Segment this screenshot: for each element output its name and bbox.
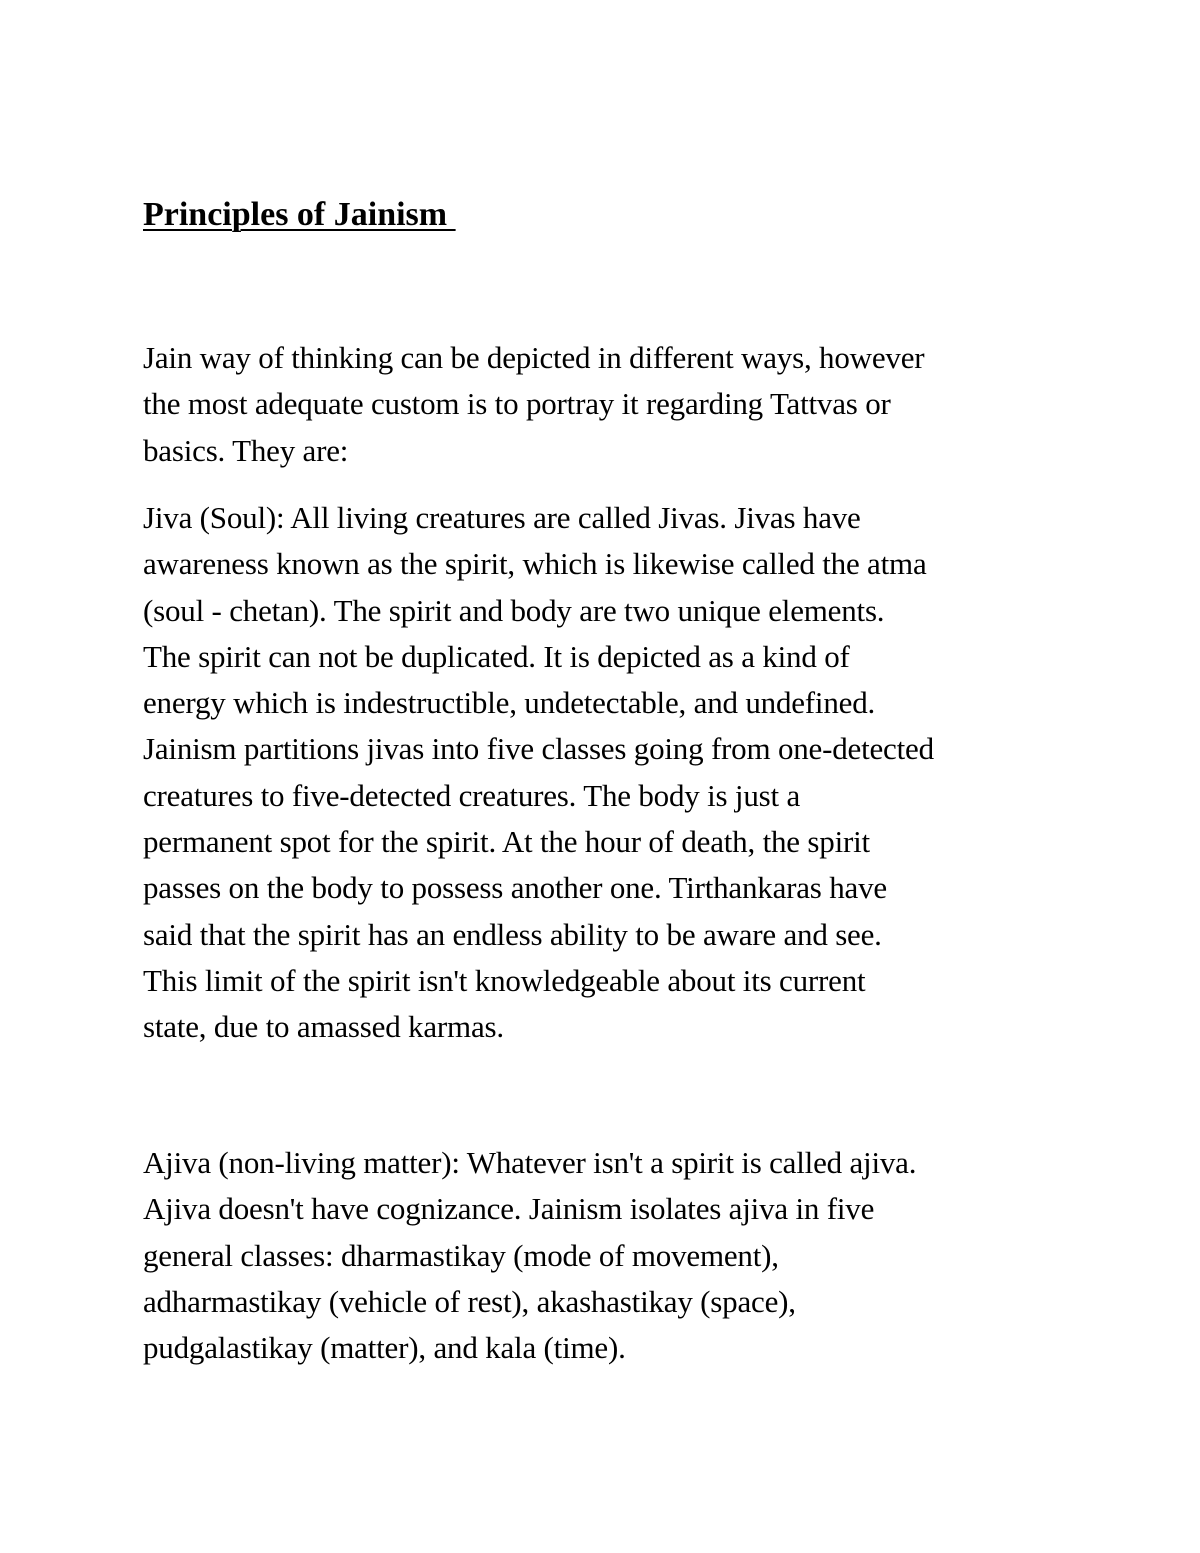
jiva-line: The spirit can not be duplicated. It is depicted as a kind of <box>143 638 850 674</box>
jiva-line: (soul - chetan). The spirit and body are two unique elements. <box>143 592 885 628</box>
ajiva-line: general classes: dharmastikay (mode of movement), <box>143 1237 779 1273</box>
document-title: Principles of Jainism <box>143 196 456 233</box>
jiva-line: passes on the body to possess another one. Tirthankaras have <box>143 870 887 906</box>
jiva-paragraph <box>143 495 934 1051</box>
ajiva-line: adharmastikay (vehicle of rest), akashastikay (space), <box>143 1283 796 1319</box>
ajiva-line: pudgalastikay (matter), and kala (time). <box>143 1330 626 1366</box>
document-page <box>143 193 1073 1366</box>
intro-line: the most adequate custom is to portray it regarding Tattvas or <box>143 386 891 422</box>
jiva-line: creatures to five-detected creatures. The body is just a <box>143 777 801 813</box>
intro-line: Jain way of thinking can be depicted in different ways, however <box>143 340 925 375</box>
ajiva-line: Ajiva (non-living matter): Whatever isn't a spirit is called ajiva. <box>143 1145 917 1180</box>
jiva-line: state, due to amassed karmas. <box>143 1009 504 1045</box>
ajiva-line: Ajiva doesn't have cognizance. Jainism isolates ajiva in five <box>143 1191 875 1227</box>
jiva-line: This limit of the spirit isn't knowledgeable about its current <box>143 962 866 998</box>
jiva-line: permanent spot for the spirit. At the hour of death, the spirit <box>143 824 870 860</box>
jiva-line: energy which is indestructible, undetectable, and undefined. <box>143 685 876 721</box>
jiva-line: Jainism partitions jivas into five classes going from one-detected <box>143 731 934 767</box>
ajiva-paragraph <box>143 1140 916 1371</box>
jiva-line: Jiva (Soul): All living creatures are called Jivas. Jivas have <box>143 500 861 535</box>
jiva-line: said that the spirit has an endless ability to be aware and see. <box>143 916 882 952</box>
intro-line: basics. They are: <box>143 432 349 468</box>
intro-paragraph <box>143 335 924 474</box>
jiva-line: awareness known as the spirit, which is likewise called the atma <box>143 546 927 582</box>
